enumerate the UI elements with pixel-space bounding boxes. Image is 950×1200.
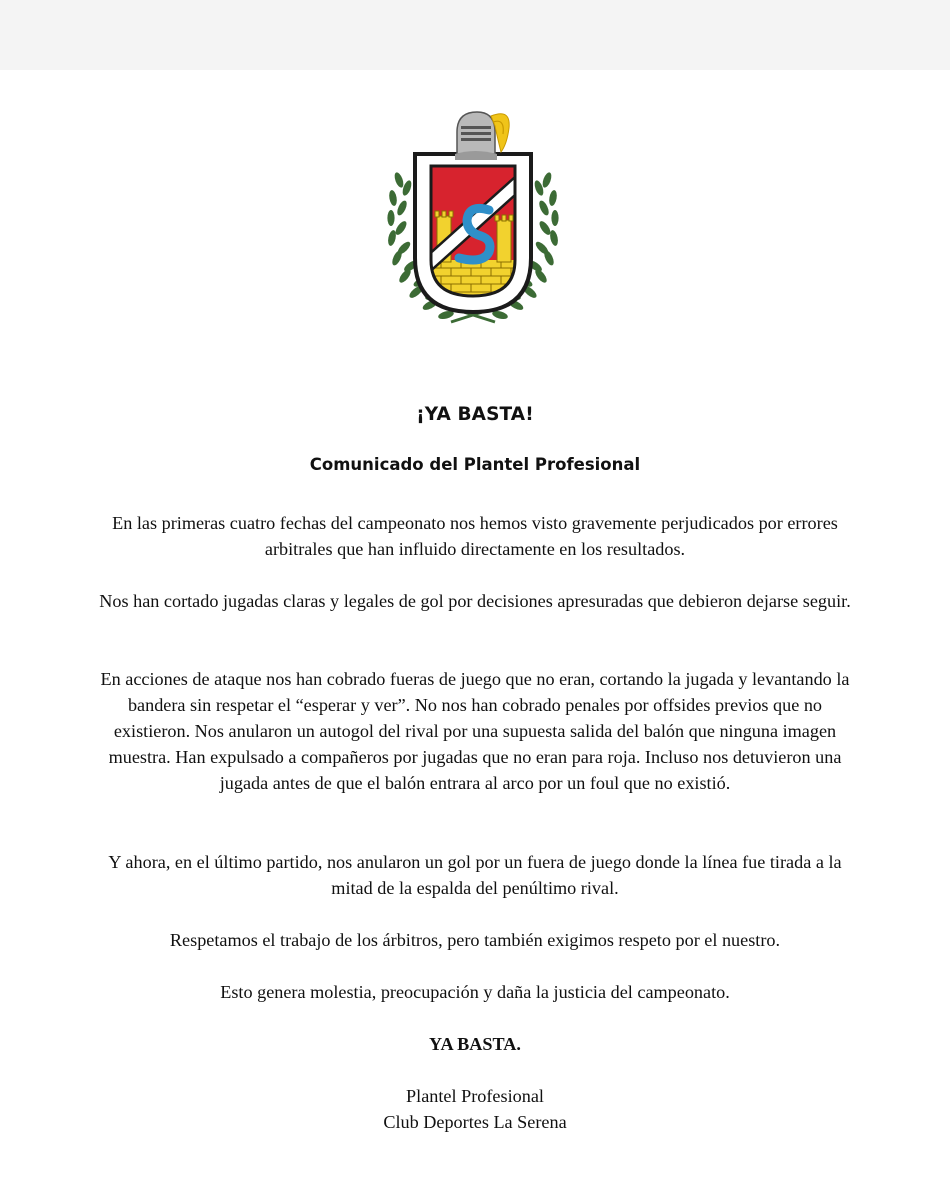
document-page [0,70,950,1200]
paragraph-5: Respetamos el trabajo de los árbitros, pero también exigimos respeto por el nuestro. [169,930,781,950]
page-title: ¡YA BASTA! [416,404,534,425]
club-crest-icon [385,108,561,334]
signature-line-1: Plantel Profesional [406,1086,544,1106]
top-band [0,0,950,70]
paragraph-4: Y ahora, en el último partido, nos anularon un gol por un fuera de juego donde la línea fue tirada a la mitad de la espalda del penúltimo rival. [108,852,842,898]
signature-line-2: Club Deportes La Serena [383,1112,567,1132]
paragraph-2: Nos han cortado jugadas claras y legales de gol por decisiones apresuradas que debieron dejarse seguir. [99,591,851,611]
page-subtitle: Comunicado del Plantel Profesional [309,455,641,474]
paragraph-1: En las primeras cuatro fechas del campeonato nos hemos visto gravemente perjudicados por errores arbitrales que han influido directamente en los resultados. [112,513,838,559]
closing-statement: YA BASTA. [429,1034,521,1054]
paragraph-3: En acciones de ataque nos han cobrado fueras de juego que no eran, cortando la jugada y levantando la bandera sin respetar el “esperar y ver”. No nos han cobrado penales por offsides previos que no existieron. Nos anularon un autogol del rival por una supuesta salida del balón que ninguna imagen muestra. Han expulsado a compañeros por jugadas que no eran para roja. Incluso nos detuvieron una jugada antes de que el balón entrara al arco por un foul que no existió. [100,669,850,793]
paragraph-6: Esto genera molestia, preocupación y daña la justicia del campeonato. [220,982,730,1002]
